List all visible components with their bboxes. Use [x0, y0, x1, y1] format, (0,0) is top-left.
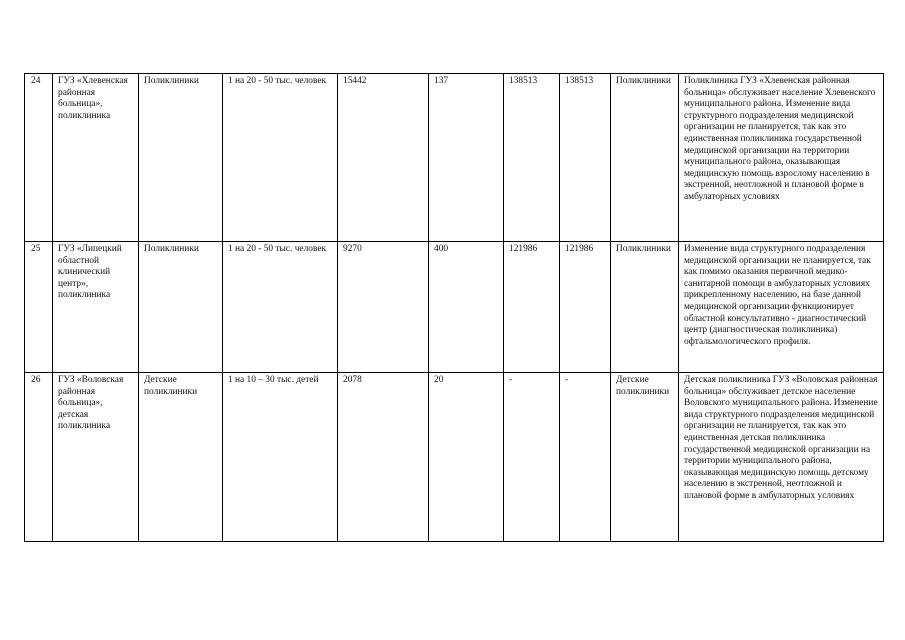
- value-cell: 2078: [338, 373, 429, 542]
- organization-name: ГУЗ «Хлевенская районная больница», поликлиника: [53, 74, 139, 242]
- justification-note: Поликлиника ГУЗ «Хлевенская районная больница» обслуживает население Хлевенского муниципального района. Изменение вида структурного подразделения медицинской организации не планируется, так как это единственная поликлиника государственной медицинской организации на территории муниципального района, оказывающая медицинскую помощь взрослому населению в экстренной, неотложной и плановой форме в амбулаторных условиях: [679, 74, 884, 242]
- norm-value: 1 на 20 - 50 тыс. человек: [223, 242, 338, 373]
- organization-name: ГУЗ «Липецкий областной клинический центр», поликлиника: [53, 242, 139, 373]
- polyclinic-table: [24, 73, 884, 542]
- value-cell: 9270: [338, 242, 429, 373]
- value-cell: 137: [429, 74, 504, 242]
- unit-type: Поликлиники: [139, 242, 223, 373]
- organization-name: ГУЗ «Воловская районная больница», детская поликлиника: [53, 373, 139, 542]
- norm-value: 1 на 10 – 30 тыс. детей: [223, 373, 338, 542]
- value-cell: -: [560, 373, 611, 542]
- value-cell: 121986: [504, 242, 560, 373]
- row-number: 24: [25, 74, 53, 242]
- table-row: [25, 242, 884, 373]
- justification-note: Детская поликлиника ГУЗ «Воловская районная больница» обслуживает детское население Воловского муниципального района. Изменение вида структурного подразделения медицинской организации не планируется, так как это единственная детская поликлиника государственной медицинской организации на территории муниципального района, оказывающая медицинскую помощь детскому населению в экстренной, неотложной и плановой форме в амбулаторных условиях: [679, 373, 884, 542]
- unit-type-after: Поликлиники: [611, 74, 679, 242]
- value-cell: 20: [429, 373, 504, 542]
- value-cell: 138513: [504, 74, 560, 242]
- value-cell: -: [504, 373, 560, 542]
- unit-type: Детские поликлиники: [139, 373, 223, 542]
- value-cell: 15442: [338, 74, 429, 242]
- table-row: [25, 74, 884, 242]
- unit-type: Поликлиники: [139, 74, 223, 242]
- value-cell: 138513: [560, 74, 611, 242]
- row-number: 25: [25, 242, 53, 373]
- justification-note: Изменение вида структурного подразделения медицинской организации не планируется, так как помимо оказания первичной медико-санитарной помощи в амбулаторных условиях прикрепленному населению, на базе данной медицинской организации функционирует областной консультативно - диагностический центр (диагностическая поликлиника) офтальмологического профиля.: [679, 242, 884, 373]
- unit-type-after: Детские поликлиники: [611, 373, 679, 542]
- unit-type-after: Поликлиники: [611, 242, 679, 373]
- value-cell: 400: [429, 242, 504, 373]
- norm-value: 1 на 20 - 50 тыс. человек: [223, 74, 338, 242]
- row-number: 26: [25, 373, 53, 542]
- table-row: [25, 373, 884, 542]
- value-cell: 121986: [560, 242, 611, 373]
